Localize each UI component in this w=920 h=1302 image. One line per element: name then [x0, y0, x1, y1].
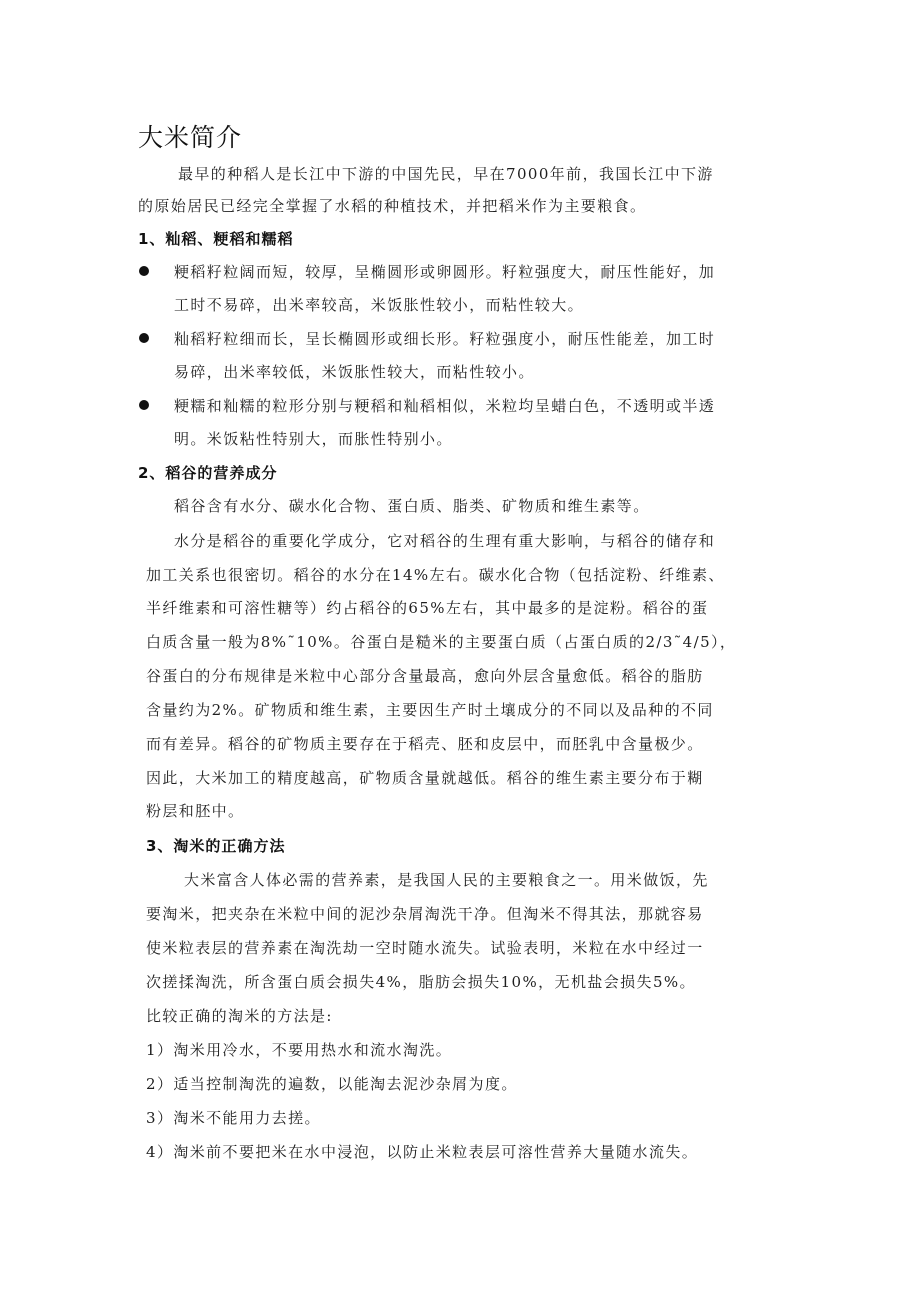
bullet-icon — [139, 266, 149, 276]
method-step: 2）适当控制淘洗的遍数，以能淘去泥沙杂屑为度。 — [146, 1075, 518, 1093]
bullet-line: 籼稻籽粒细而长，呈长椭圆形或细长形。籽粒强度小，耐压性能差，加工时 — [174, 330, 716, 348]
method-step: 4）淘米前不要把米在水中浸泡，以防止米粒表层可溶性营养大量随水流失。 — [146, 1143, 699, 1161]
bullet-line: 明。米饭粘性特别大，而胀性特别小。 — [174, 430, 453, 448]
paragraph-line: 因此，大米加工的精度越高，矿物质含量就越低。稻谷的维生素主要分布于糊 — [146, 769, 704, 787]
paragraph-line: 加工关系也很密切。稻谷的水分在14%左右。碳水化合物（包括淀粉、纤维素、 — [146, 566, 725, 584]
section-3-heading: 3、淘米的正确方法 — [146, 837, 286, 855]
paragraph-line: 稻谷含有水分、碳水化合物、蛋白质、脂类、矿物质和维生素等。 — [174, 497, 650, 515]
paragraph-line: 使米粒表层的营养素在淘洗劫一空时随水流失。试验表明，米粒在水中经过一 — [146, 939, 704, 957]
paragraph-line: 大米富含人体必需的营养素，是我国人民的主要粮食之一。用米做饭，先 — [184, 871, 709, 889]
paragraph-line: 粉层和胚中。 — [146, 802, 245, 820]
method-lead: 比较正确的淘米的方法是: — [146, 1007, 333, 1025]
bullet-line: 易碎，出米率较低，米饭胀性较大，而粘性较小。 — [174, 363, 535, 381]
bullet-icon — [139, 400, 149, 410]
section-1-heading: 1、籼稻、粳稻和糯稻 — [138, 230, 294, 248]
intro-line: 的原始居民已经完全掌握了水稻的种植技术，并把稻米作为主要粮食。 — [138, 197, 647, 215]
page-title: 大米简介 — [138, 123, 243, 152]
section-2-heading: 2、稻谷的营养成分 — [138, 464, 278, 482]
bullet-line: 粳稻籽粒阔而短，较厚，呈椭圆形或卵圆形。籽粒强度大，耐压性能好，加 — [174, 263, 716, 281]
bullet-line: 粳糯和籼糯的粒形分别与粳稻和籼稻相似，米粒均呈蜡白色，不透明或半透 — [174, 397, 716, 415]
paragraph-line: 而有差异。稻谷的矿物质主要存在于稻壳、胚和皮层中，而胚乳中含量极少。 — [146, 735, 704, 753]
bullet-icon — [139, 333, 149, 343]
method-step: 1）淘米用冷水，不要用热水和流水淘洗。 — [146, 1041, 453, 1059]
paragraph-line: 谷蛋白的分布规律是米粒中心部分含量最高，愈向外层含量愈低。稻谷的脂肪 — [146, 667, 704, 685]
paragraph-line: 要淘米，把夹杂在米粒中间的泥沙杂屑淘洗干净。但淘米不得其法，那就容易 — [146, 905, 704, 923]
bullet-line: 工时不易碎，出米率较高，米饭胀性较小，而粘性较大。 — [174, 296, 585, 314]
paragraph-line: 半纤维素和可溶性糖等）约占稻谷的65%左右，其中最多的是淀粉。稻谷的蛋 — [146, 599, 709, 617]
paragraph-line: 次搓揉淘洗，所含蛋白质会损失4%，脂肪会损失10%，无机盐会损失5%。 — [146, 973, 696, 991]
paragraph-line: 水分是稻谷的重要化学成分，它对稻谷的生理有重大影响，与稻谷的储存和 — [174, 532, 716, 550]
method-step: 3）淘米不能用力去搓。 — [146, 1109, 321, 1127]
paragraph-line: 含量约为2%。矿物质和维生素，主要因生产时土壤成分的不同以及品种的不同 — [146, 701, 714, 719]
intro-line: 最早的种稻人是长江中下游的中国先民，早在7000年前，我国长江中下游 — [178, 165, 714, 183]
paragraph-line: 白质含量一般为8%˜10%。谷蛋白是糙米的主要蛋白质（占蛋白质的2/3˜4/5）， — [146, 633, 737, 651]
